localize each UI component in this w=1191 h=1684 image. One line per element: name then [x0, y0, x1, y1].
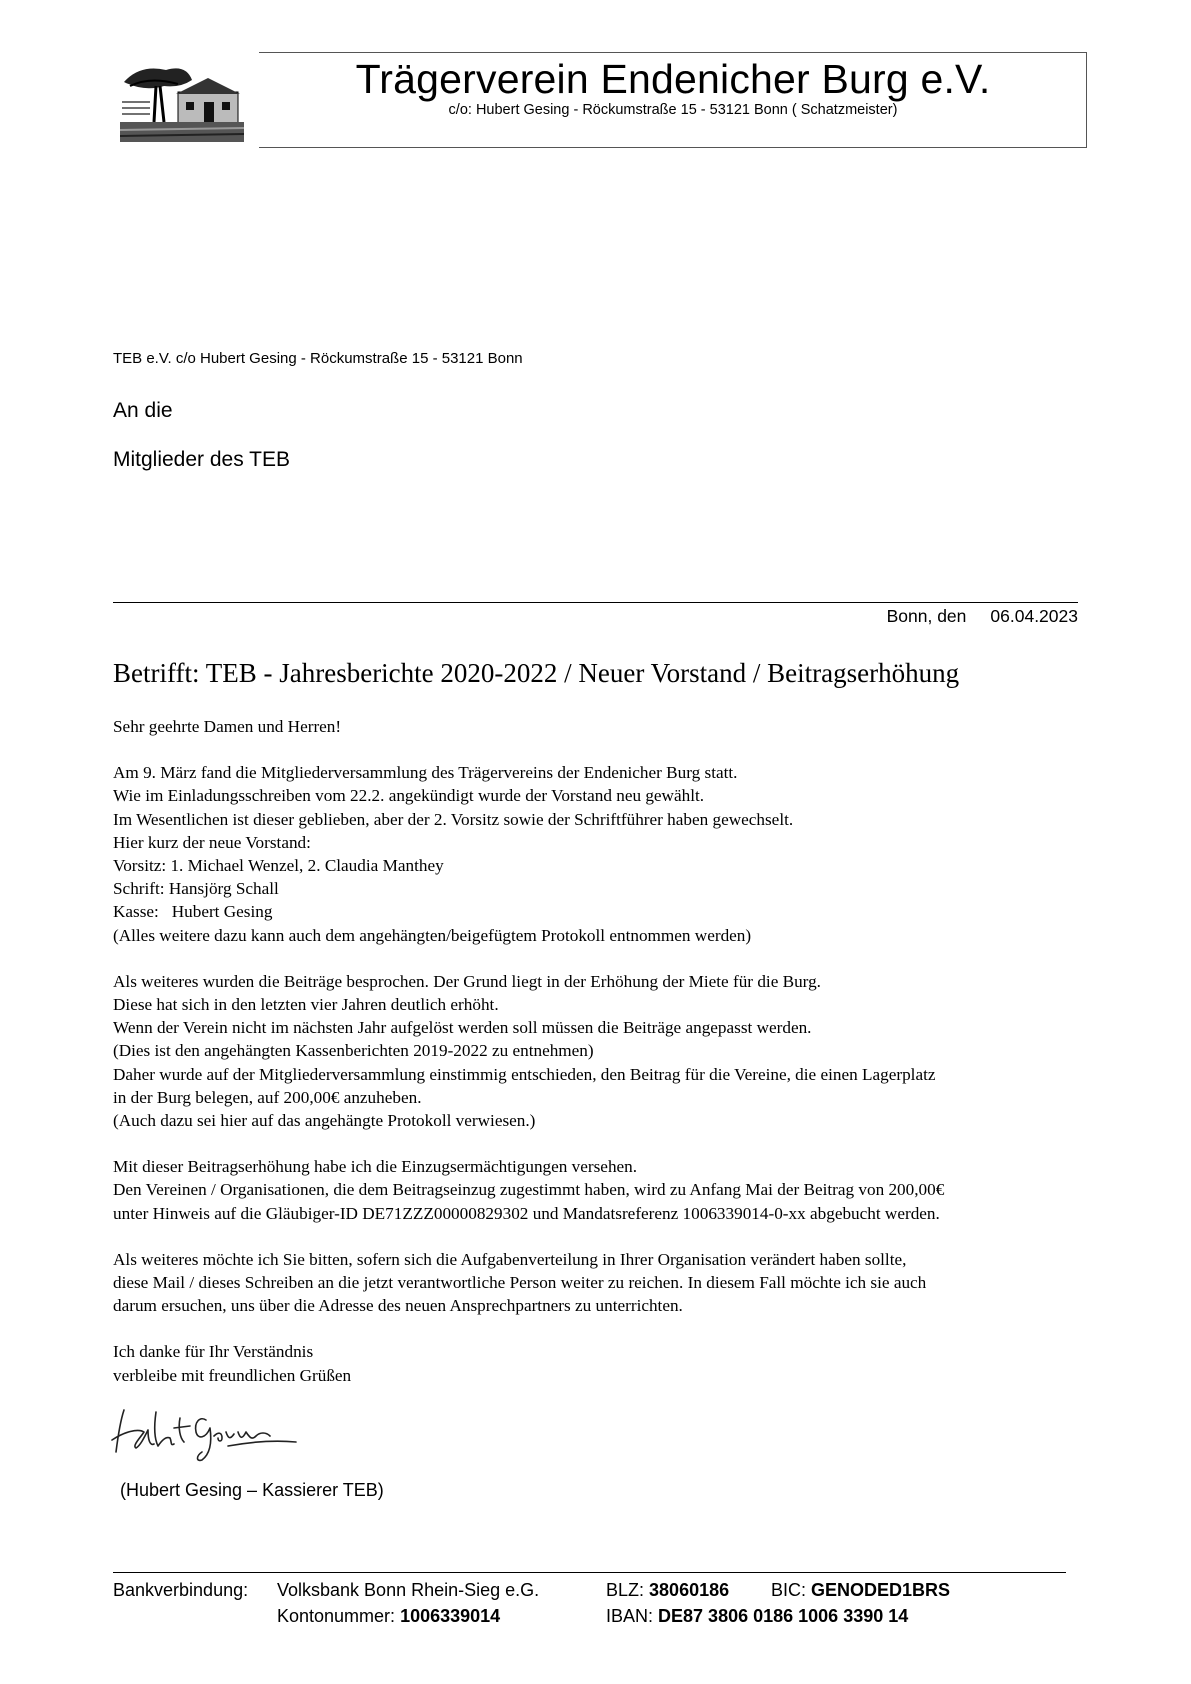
body-line: Am 9. März fand die Mitgliederversammlung des Trägervereins der Endenicher Burg statt. [113, 763, 738, 783]
organization-name: Trägerverein Endenicher Burg e.V. [355, 56, 991, 102]
organization-address: c/o: Hubert Gesing - Röckumstraße 15 - 53121 Bonn ( Schatzmeister) [448, 102, 898, 118]
body-line: unter Hinweis auf die Gläubiger-ID DE71ZZZ00000829302 und Mandatsreferenz 1006339014-0-xx abgebucht werden. [113, 1203, 940, 1223]
footer-divider [113, 1572, 1066, 1573]
paragraph-board-election [113, 761, 1103, 947]
body-line: Im Wesentlichen ist dieser geblieben, aber der 2. Vorsitz sowie der Schriftführer haben gewechselt. [113, 809, 794, 829]
body-line: Kasse: Hubert Gesing [113, 902, 273, 922]
sender-return-address: TEB e.V. c/o Hubert Gesing - Röckumstraße 15 - 53121 Bonn [113, 350, 523, 367]
bic [771, 1577, 950, 1603]
body-line: Daher wurde auf der Mitgliederversammlung einstimmig entschieden, den Beitrag für die Vereine, die einen Lagerplatz [113, 1064, 936, 1084]
handwritten-signature [110, 1402, 310, 1462]
signer-name: (Hubert Gesing – Kassierer TEB) [120, 1480, 384, 1500]
body-line: Schrift: Hansjörg Schall [113, 879, 279, 899]
body-line: Mit dieser Beitragserhöhung habe ich die Einzugsermächtigungen versehen. [113, 1157, 638, 1177]
body-line: Als weiteres möchte ich Sie bitten, sofern sich die Aufgabenverteilung in Ihrer Organisation verändert haben sollte, [113, 1249, 907, 1269]
date-label: Bonn, den [886, 606, 967, 626]
closing [113, 1340, 1103, 1386]
blz-label: BLZ: [606, 1580, 645, 1600]
salutation: Sehr geehrte Damen und Herren! [113, 717, 342, 736]
blz [606, 1577, 729, 1603]
letter-subject: Betrifft: TEB - Jahresberichte 2020-2022 / Neuer Vorstand / Beitragserhöhung [113, 658, 960, 688]
body-line: Als weiteres wurden die Beiträge besprochen. Der Grund liegt in der Erhöhung der Miete für die Burg. [113, 971, 821, 991]
body-line: Ich danke für Ihr Verständnis [113, 1342, 314, 1362]
bank-name: Volksbank Bonn Rhein-Sieg e.G. [277, 1580, 540, 1600]
body-line: verbleibe mit freundlichen Grüßen [113, 1365, 352, 1385]
body-line: (Alles weitere dazu kann auch dem angehängten/beigefügtem Protokoll entnommen werden) [113, 925, 752, 945]
body-line: Vorsitz: 1. Michael Wenzel, 2. Claudia Manthey [113, 856, 444, 876]
paragraph-direct-debit [113, 1155, 1103, 1225]
burg-logo-image [120, 62, 244, 142]
body-line: diese Mail / dieses Schreiben an die jetzt verantwortliche Person weiter zu reichen. In diesem Fall möchte ich sie auch [113, 1273, 927, 1293]
body-line: (Auch dazu sei hier auf das angehängte Protokoll verwiesen.) [113, 1111, 536, 1131]
bic-value: GENODED1BRS [811, 1580, 951, 1600]
body-line: in der Burg belegen, auf 200,00€ anzuheben. [113, 1087, 422, 1107]
bic-label: BIC: [771, 1580, 807, 1600]
recipient-line-2: Mitglieder des TEB [113, 448, 291, 471]
letter-body [113, 715, 1103, 1387]
paragraph-forwarding-request [113, 1248, 1103, 1318]
blz-value: 38060186 [649, 1580, 730, 1600]
iban-label: IBAN: [606, 1606, 654, 1626]
header-divider [113, 602, 1078, 603]
body-line: Diese hat sich in den letzten vier Jahren deutlich erhöht. [113, 995, 499, 1015]
bank-details [113, 1577, 1093, 1637]
date-line [887, 604, 1078, 628]
body-line: (Dies ist den angehängten Kassenberichten 2019-2022 zu entnehmen) [113, 1041, 594, 1061]
body-line: Hier kurz der neue Vorstand: [113, 832, 311, 852]
body-line: Wenn der Verein nicht im nächsten Jahr aufgelöst werden soll müssen die Beiträge angepasst werden. [113, 1018, 812, 1038]
iban [606, 1603, 908, 1629]
account-value: 1006339014 [400, 1606, 501, 1626]
iban-value: DE87 3806 0186 1006 3390 14 [658, 1606, 909, 1626]
account-number [277, 1603, 500, 1629]
date-value: 06.04.2023 [990, 606, 1078, 626]
body-line: Wie im Einladungsschreiben vom 22.2. angekündigt wurde der Vorstand neu gewählt. [113, 786, 705, 806]
body-line: darum ersuchen, uns über die Adresse des neuen Ansprechpartners zu unterrichten. [113, 1296, 683, 1316]
account-label: Kontonummer: [277, 1606, 396, 1626]
body-line: Den Vereinen / Organisationen, die dem Beitragseinzug zugestimmt haben, wird zu Anfang Mai der Beitrag von 200,00€ [113, 1180, 945, 1200]
recipient-line-1: An die [113, 399, 173, 422]
bank-label: Bankverbindung: [113, 1580, 249, 1600]
paragraph-fees [113, 970, 1103, 1132]
